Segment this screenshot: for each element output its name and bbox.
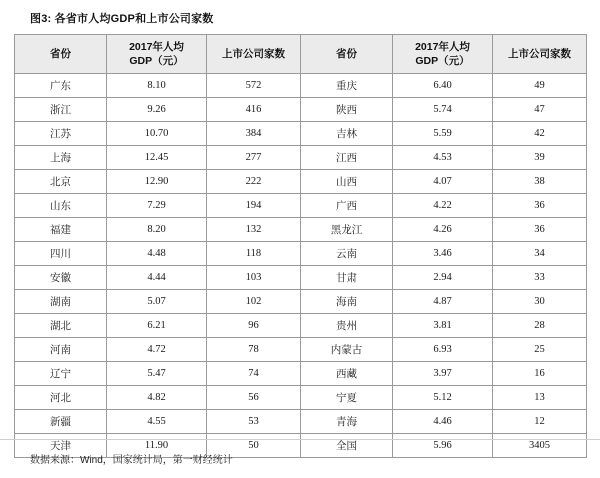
table-row	[15, 194, 587, 218]
cell-count-right: 3405	[493, 434, 587, 458]
table-row	[15, 266, 587, 290]
cell-province-left: 湖南	[15, 290, 107, 314]
cell-count-left: 118	[207, 242, 301, 266]
cell-count-right: 30	[493, 290, 587, 314]
table-row	[15, 314, 587, 338]
cell-province-left: 山东	[15, 194, 107, 218]
cell-count-right: 42	[493, 122, 587, 146]
col-header-gdp-left	[107, 35, 207, 74]
cell-count-right: 47	[493, 98, 587, 122]
table-row	[15, 218, 587, 242]
table-header-row	[15, 35, 587, 74]
cell-province-right: 江西	[301, 146, 393, 170]
cell-province-left: 广东	[15, 74, 107, 98]
cell-count-left: 222	[207, 170, 301, 194]
cell-count-left: 50	[207, 434, 301, 458]
cell-province-left: 四川	[15, 242, 107, 266]
cell-gdp-left: 5.07	[107, 290, 207, 314]
table-row	[15, 290, 587, 314]
col-header-gdp-left-line1: 2017年人均	[129, 40, 184, 53]
cell-count-left: 572	[207, 74, 301, 98]
cell-gdp-right: 4.46	[393, 410, 493, 434]
figure-title: 各省市人均GDP和上市公司家数	[54, 13, 214, 25]
cell-province-right: 山西	[301, 170, 393, 194]
cell-province-right: 宁夏	[301, 386, 393, 410]
cell-province-left: 新疆	[15, 410, 107, 434]
cell-province-right: 陕西	[301, 98, 393, 122]
cell-count-right: 34	[493, 242, 587, 266]
col-header-count-right: 上市公司家数	[493, 35, 587, 74]
cell-count-right: 25	[493, 338, 587, 362]
cell-gdp-right: 4.26	[393, 218, 493, 242]
cell-gdp-right: 4.07	[393, 170, 493, 194]
cell-count-right: 36	[493, 194, 587, 218]
cell-province-left: 上海	[15, 146, 107, 170]
cell-gdp-left: 10.70	[107, 122, 207, 146]
cell-province-left: 安徽	[15, 266, 107, 290]
cell-count-right: 49	[493, 74, 587, 98]
cell-count-right: 38	[493, 170, 587, 194]
col-header-count-left: 上市公司家数	[207, 35, 301, 74]
cell-count-right: 12	[493, 410, 587, 434]
cell-province-right: 西藏	[301, 362, 393, 386]
cell-gdp-right: 2.94	[393, 266, 493, 290]
cell-gdp-right: 4.53	[393, 146, 493, 170]
cell-gdp-left: 11.90	[107, 434, 207, 458]
cell-count-left: 277	[207, 146, 301, 170]
cell-gdp-left: 7.29	[107, 194, 207, 218]
table-row	[15, 338, 587, 362]
cell-count-right: 33	[493, 266, 587, 290]
cell-province-left: 福建	[15, 218, 107, 242]
cell-province-right: 甘肃	[301, 266, 393, 290]
figure-caption	[30, 10, 586, 26]
table-row	[15, 98, 587, 122]
footer-divider	[0, 439, 600, 440]
cell-count-right: 28	[493, 314, 587, 338]
cell-count-right: 13	[493, 386, 587, 410]
cell-province-right: 重庆	[301, 74, 393, 98]
table-row	[15, 146, 587, 170]
cell-count-left: 132	[207, 218, 301, 242]
col-header-province-left: 省份	[15, 35, 107, 74]
table-row	[15, 362, 587, 386]
cell-province-right: 青海	[301, 410, 393, 434]
cell-province-right: 内蒙古	[301, 338, 393, 362]
cell-gdp-left: 4.55	[107, 410, 207, 434]
cell-gdp-right: 3.81	[393, 314, 493, 338]
cell-gdp-right: 3.46	[393, 242, 493, 266]
cell-gdp-left: 4.48	[107, 242, 207, 266]
cell-gdp-left: 8.10	[107, 74, 207, 98]
table-row	[15, 122, 587, 146]
cell-province-left: 北京	[15, 170, 107, 194]
cell-gdp-left: 4.82	[107, 386, 207, 410]
cell-gdp-left: 6.21	[107, 314, 207, 338]
table-row	[15, 74, 587, 98]
gdp-table	[14, 34, 587, 458]
cell-count-left: 56	[207, 386, 301, 410]
cell-gdp-right: 5.96	[393, 434, 493, 458]
cell-province-right: 吉林	[301, 122, 393, 146]
cell-gdp-right: 6.93	[393, 338, 493, 362]
table-header	[15, 35, 587, 74]
table-row	[15, 170, 587, 194]
table-body	[15, 74, 587, 458]
cell-province-left: 天津	[15, 434, 107, 458]
cell-province-left: 湖北	[15, 314, 107, 338]
cell-count-left: 78	[207, 338, 301, 362]
cell-gdp-right: 4.22	[393, 194, 493, 218]
cell-gdp-left: 4.72	[107, 338, 207, 362]
cell-count-left: 96	[207, 314, 301, 338]
cell-province-right: 云南	[301, 242, 393, 266]
cell-province-left: 浙江	[15, 98, 107, 122]
cell-province-left: 河南	[15, 338, 107, 362]
table-row	[15, 410, 587, 434]
cell-province-right: 广西	[301, 194, 393, 218]
cell-gdp-left: 12.90	[107, 170, 207, 194]
cell-gdp-left: 5.47	[107, 362, 207, 386]
col-header-gdp-right-line1: 2017年人均	[415, 40, 470, 53]
cell-count-left: 103	[207, 266, 301, 290]
cell-count-left: 384	[207, 122, 301, 146]
cell-count-right: 39	[493, 146, 587, 170]
cell-gdp-right: 5.74	[393, 98, 493, 122]
cell-count-left: 416	[207, 98, 301, 122]
cell-province-right: 黑龙江	[301, 218, 393, 242]
cell-province-right: 海南	[301, 290, 393, 314]
cell-gdp-right: 5.59	[393, 122, 493, 146]
table-row	[15, 386, 587, 410]
cell-gdp-right: 5.12	[393, 386, 493, 410]
cell-gdp-left: 12.45	[107, 146, 207, 170]
table-row	[15, 242, 587, 266]
cell-gdp-right: 3.97	[393, 362, 493, 386]
col-header-province-right: 省份	[301, 35, 393, 74]
cell-count-left: 74	[207, 362, 301, 386]
cell-province-left: 江苏	[15, 122, 107, 146]
cell-count-left: 102	[207, 290, 301, 314]
cell-gdp-left: 4.44	[107, 266, 207, 290]
cell-province-right: 全国	[301, 434, 393, 458]
col-header-gdp-right-line2: GDP（元）	[415, 55, 470, 67]
cell-count-right: 16	[493, 362, 587, 386]
col-header-gdp-left-line2: GDP（元）	[129, 55, 184, 67]
cell-count-right: 36	[493, 218, 587, 242]
cell-province-left: 辽宁	[15, 362, 107, 386]
cell-gdp-right: 6.40	[393, 74, 493, 98]
cell-gdp-left: 8.20	[107, 218, 207, 242]
source-note: 数据来源：Wind，国家统计局，第一财经统计	[30, 455, 233, 466]
cell-province-left: 河北	[15, 386, 107, 410]
cell-count-left: 53	[207, 410, 301, 434]
figure-label: 图3:	[30, 13, 52, 25]
cell-gdp-right: 4.87	[393, 290, 493, 314]
cell-gdp-left: 9.26	[107, 98, 207, 122]
cell-province-right: 贵州	[301, 314, 393, 338]
col-header-gdp-right	[393, 35, 493, 74]
cell-count-left: 194	[207, 194, 301, 218]
